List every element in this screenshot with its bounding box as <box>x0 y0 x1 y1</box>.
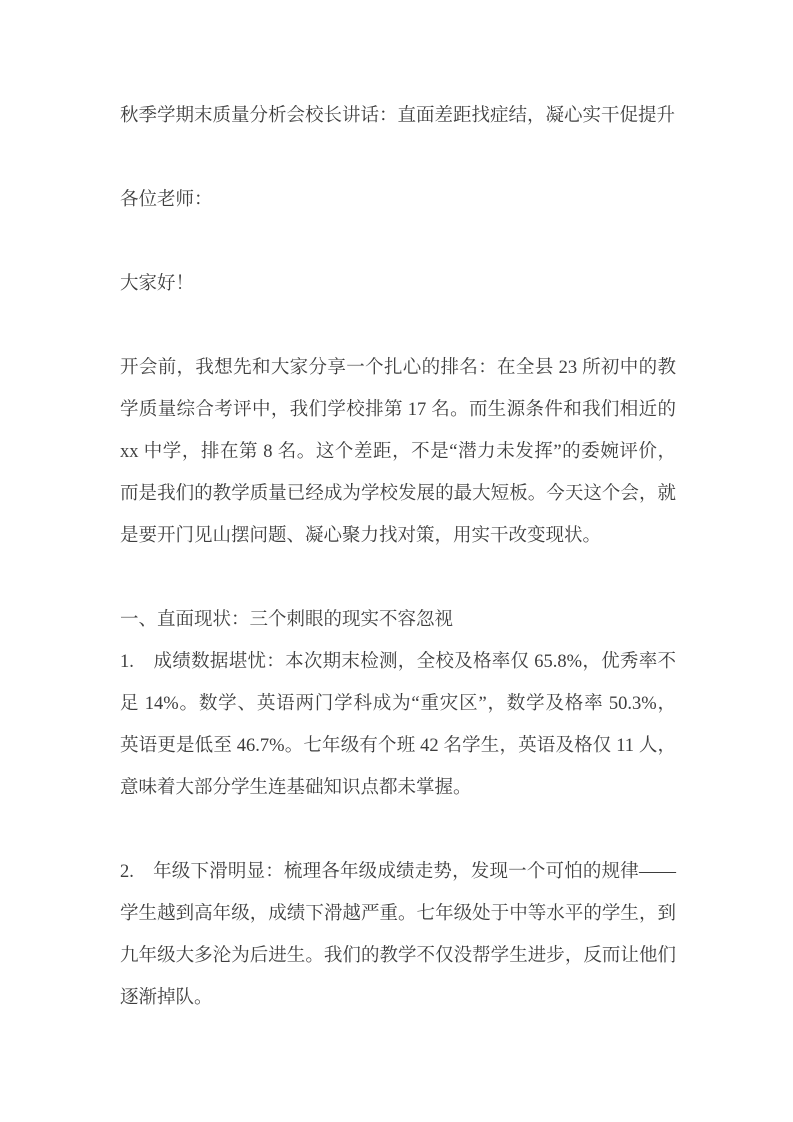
greeting <box>120 263 676 305</box>
text-line: 1. 成绩数据堪忧：本次期末检测，全校及格率仅 65.8%，优秀率不 <box>120 652 676 672</box>
text-line: 一、直面现状：三个刺眼的现实不容忽视 <box>120 610 454 630</box>
text-line: 足 14%。数学、英语两门学科成为“重灾区”，数学及格率 50.3%， <box>120 694 676 714</box>
text-line: 是要开门见山摆问题、凝心聚力找对策，用实干改变现状。 <box>120 526 602 546</box>
text-line: 学生越到高年级，成绩下滑越严重。七年级处于中等水平的学生，到 <box>120 904 676 924</box>
text-line: 而是我们的教学质量已经成为学校发展的最大短板。今天这个会，就 <box>120 484 676 504</box>
list-item-1 <box>120 641 676 809</box>
text-line: 2. 年级下滑明显：梳理各年级成绩走势，发现一个可怕的规律—— <box>120 862 676 882</box>
text-line: 开会前，我想先和大家分享一个扎心的排名：在全县 23 所初中的教 <box>120 358 676 378</box>
salutation <box>120 179 676 221</box>
text-line: 意味着大部分学生连基础知识点都未掌握。 <box>120 778 472 798</box>
text-line: 逐渐掉队。 <box>120 988 213 1008</box>
section-1-heading <box>120 599 676 641</box>
list-item-2 <box>120 851 676 1019</box>
text-line: 大家好！ <box>120 274 195 294</box>
text-line: xx 中学，排在第 8 名。这个差距，不是“潜力未发挥”的委婉评价， <box>120 442 676 462</box>
opening-paragraph <box>120 347 676 557</box>
text-line: 九年级大多沦为后进生。我们的教学不仅没帮学生进步，反而让他们 <box>120 946 676 966</box>
document-title-line: 秋季学期末质量分析会校长讲话：直面差距找症结，凝心实干促提升 <box>120 106 676 126</box>
text-line: 英语更是低至 46.7%。七年级有个班 42 名学生，英语及格仅 11 人， <box>120 736 676 756</box>
text-line: 学质量综合考评中，我们学校排第 17 名。而生源条件和我们相近的 <box>120 400 676 420</box>
document-body <box>120 95 676 1061</box>
text-line: 各位老师： <box>120 190 213 210</box>
document-title <box>120 95 676 137</box>
